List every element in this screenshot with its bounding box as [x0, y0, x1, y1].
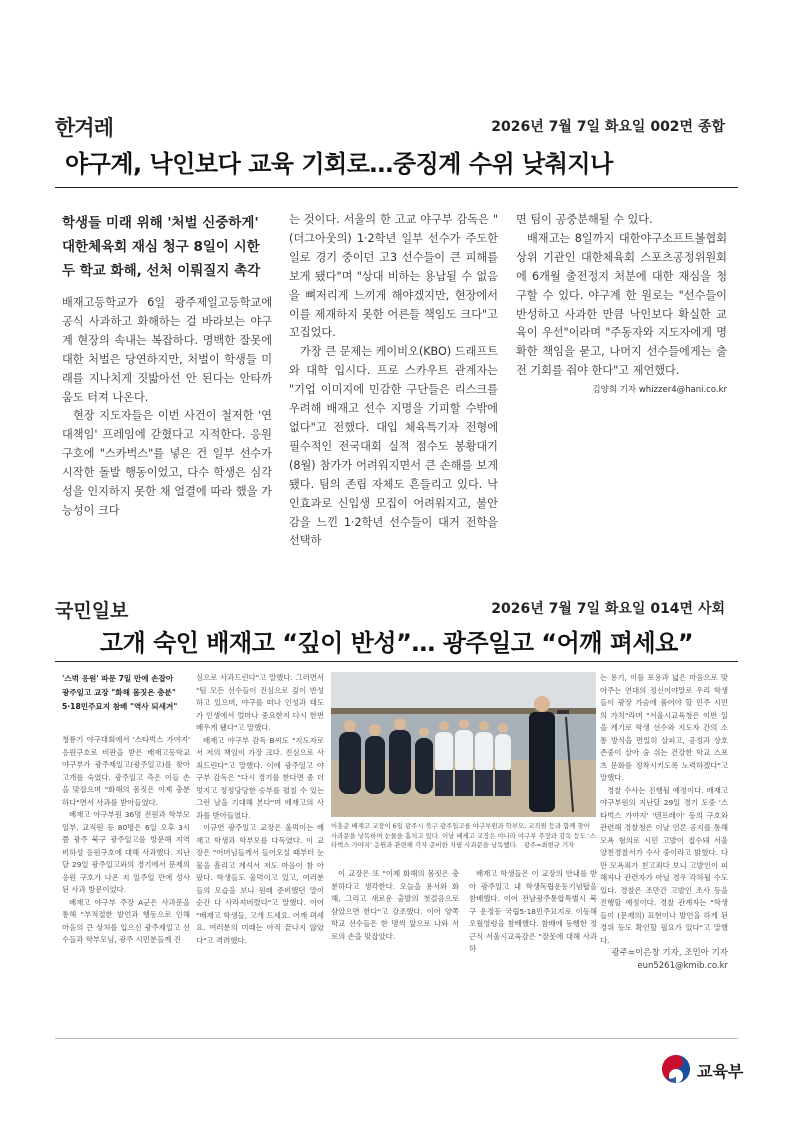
article2-paragraph: 경찰 수사는 진행될 예정이다. 배재고 야구부원의 지난달 29일 경기 도중 '스타벅스 가야지' '텐프레이' 등의 구호와 관련해 경찰청은 이날 언론 공지를 통해 모욕 혐의로 시민 고발이 접수돼 서울 양천경찰서가 수사 중이라고 밝혔다. 다만 모욕죄가 친고죄다 보니 고발인이 피해자나 관련자가 아닐 경우 각하될 수도 있다. 경찰은 조만간 고발인 조사 등을 진행할 예정이다. 경찰 관계자는 "학생들이 (문제의) 표현이나 발언을 하게 된 경위 등도 확인할 필요가 있다"고 말했다.: [600, 785, 728, 945]
article1-subheadlines: [62, 211, 272, 283]
article2-column-1: [62, 734, 190, 947]
article2-paragraph: 청룡기 야구대회에서 '스타벅스 가야지' 응원구호로 비판을 받은 배재고등학교 야구부가 광주제일고(광주일고)를 찾아 고개를 숙였다. 광주일고 측은 이들 손을 맞잡으며 "화해의 몸짓은 이제 충분하다"면서 사과를 받아들였다.: [62, 735, 190, 807]
article2-column-5: [469, 868, 597, 956]
article2-divider: [55, 661, 738, 662]
news-photo-illustration: [331, 672, 596, 817]
news-photo-caption: [331, 822, 596, 851]
article1-byline: 김양희 기자 whizzer4@hani.co.kr: [592, 385, 727, 396]
article1-date-line: 2026년 7월 7일 화요일 002면 종합: [491, 119, 725, 135]
article2-headline: 고개 숙인 배재고 “깊이 반성”… 광주일고 “어깨 펴세요”: [99, 629, 694, 657]
article2-column-6: [600, 672, 728, 972]
article2-column-4: [331, 868, 459, 943]
article1-subheadline: 두 학교 화해, 선처 이뤄질지 촉각: [62, 263, 261, 279]
newspaper-logo-hankyoreh: 한겨레: [55, 116, 113, 140]
article2-paragraph: 심으로 사과드린다"고 말했다. 그러면서 "팀 모든 선수들이 진심으로 깊이 반성하고 있으며, 야구를 떠나 인성과 태도가 인생에서 얼마나 중요한지 다시 한번 배우게 됐다"고 말했다.: [196, 673, 324, 732]
ministry-of-education-emblem-icon: [660, 1054, 692, 1084]
article2-subheadline: 광주일고 교장 "화해 몸짓은 충분": [62, 688, 176, 697]
article1-paragraph: 가장 큰 문제는 케이비오(KBO) 드래프트와 대학 입시다. 프로 스카우트 관계자는 "기업 이미지에 민감한 구단들은 리스크를 우려해 배재고 선수 지명을 기피할 수밖에 없다"고 전했다. 대입 체육특기자 전형에 필수적인 전국대회 실적 점수도 봉황대기(8월) 참가가 어려워지면서 큰 손해를 보게 됐다. 팀의 존립 자체도 흔들리고 있다. 낙인효과로 신입생 모집이 어려워지고, 불안감을 느낀 1·2학년 선수들이 대거 전학을 선택하: [289, 345, 498, 548]
article2-paragraph: 배재고 야구부 주장 A군은 사과문을 통해 "부적절한 발언과 행동으로 인해 마음의 큰 상처를 입으신 광주제일고 선수들과 학부모님, 광주 시민분들께 진: [62, 897, 190, 944]
ministry-label: 교육부: [697, 1062, 744, 1081]
article2-date-line: 2026년 7월 7일 화요일 014면 사회: [491, 601, 725, 617]
article2-byline-email: eun5261@kmib.co.kr: [637, 960, 728, 971]
article1-paragraph: 현장 지도자들은 이번 사건이 철저한 '연대책임' 프레임에 갇혔다고 지적한다. 응원 구호에 "스카벅스"를 넣은 건 일부 선수가 시작한 돌발 행동이었고, 다수 학생은 심각성을 인지하지 못한 채 얼결에 따라 했을 가능성이 크다: [62, 409, 272, 517]
article2-paragraph: 배재고 야구부 감독 B씨도 "지도자로서 저의 책임이 가장 크다. 진심으로 사죄드린다"고 말했다. 이에 광주일고 야구부 감독은 "다시 경기를 한다면 좀 더 멋지고 정정당당한 승부를 펼칠 수 있는 그런 날을 기대해 본다"며 배재고의 사과를 받아들였다.: [196, 735, 324, 820]
newspaper-logo-kukmin: 국민일보: [55, 600, 129, 622]
article2-column-2: [196, 672, 324, 947]
article1-headline: 야구계, 낙인보다 교육 기회로…중징계 수위 낮춰지나: [65, 150, 613, 178]
article1-paragraph: 배재고는 8일까지 대한야구소프트볼협회 상위 기관인 대한체육회 스포츠공정위원회에 6개월 출전정지 처분에 대한 재심을 청구할 수 있다. 야구계 한 원로는 "선수들이 반성하고 사과한 만큼 낙인보다 확실한 교육이 우선"이라며 "주동자와 지도자에게 명확한 책임을 묻고, 나머지 선수들에게는 출전 기회를 줘야 한다"고 제언했다.: [516, 231, 727, 378]
article2-subheadline: 5·18민주묘지 참배 "역사 되새겨": [62, 702, 178, 711]
article1-subheadline: 대한체육회 재심 청구 8일이 시한: [62, 239, 260, 255]
article1-divider: [55, 187, 738, 188]
article1-column-3: [516, 211, 727, 400]
article2-paragraph: 는 용기, 이를 포용과 넓은 마음으로 맞아주는 연대의 정신이야말로 우리 학생들이 광장 가슴에 품어야 할 민주 시민의 가치"라며 "서울시교육청은 이번 일을 계기로 학생 선수와 지도자 간의 소통 방식을 면밀히 살피고, 공정과 상호 존중이 살아 숨 쉬는 건강한 학교 스포츠 문화를 정착시키도록 노력하겠다"고 말했다.: [600, 673, 728, 782]
article2-paragraph: 이 교장은 또 "이제 화해의 몸짓은 충분하다고 생각한다. 오늘을 용서와 화해, 그리고 새로운 출발의 첫걸음으로 삼았으면 한다"고 강조했다. 이어 양쪽 학교 선수들은 한 명씩 앞으로 나와 서로의 손을 맞잡았다.: [331, 869, 459, 941]
article2-subheadline: '스벅 응원' 파문 7일 만에 손잡아: [62, 674, 174, 683]
article2-byline-name: 광주=이은창 기자, 조민아 기자: [611, 948, 728, 958]
article1-paragraph: 배재고등학교가 6일 광주제일고등학교에 공식 사과하고 화해하는 걸 바라보는 야구계 현장의 속내는 복잡하다. 명백한 잘못에 대한 처벌은 당연하지만, 처벌이 학생들 미래를 지나치게 짓밟아선 안 된다는 안타까움도 터져 나온다.: [62, 296, 272, 404]
article2-paragraph: 배재고 야구부원 36명 전원과 학부모 일부, 교직원 등 80명은 6일 오후 3시쯤 광주 북구 광주일고를 방문해 지역 비하성 응원구호에 대해 사과했다. 지난달 29일 광주일고와의 경기에서 문제의 응원 구호가 나온 지 일주일 만에 성사된 사과 방문이었다.: [62, 810, 190, 894]
photo-credit: 광주=최현규 기자: [523, 841, 575, 849]
article2-subheadlines: [62, 672, 190, 714]
article1-column-1: [62, 294, 272, 521]
article2-paragraph: 배재고 학생들은 이 교장의 안내를 받아 광주일고 내 학생독립운동기념탑을 참배했다. 이어 전남광주통합특별시 북구 운정동 국립5·18민주묘지로 이동해 오월영령을 참배했다. 참배에 동행한 정근식 서울시교육감은 "잘못에 대해 사과하: [469, 869, 597, 953]
news-photo: [331, 672, 596, 817]
article1-column-2: [289, 211, 498, 551]
article2-paragraph: 이규연 광주일고 교장은 울먹이는 배재고 학생과 학부모를 다독였다. 이 교장은 "어머님들께서 들어오실 때부터 눈물을 흘리고 계셔서 저도 마음이 참 아팠다. 학생들도 울먹이고 있고, 여러분들의 모습을 보니 원래 준비했던 말이 순간 다 사라져버렸다"고 말했다. 이어 "배재고 학생들, 고개 드세요. 어깨 펴세요. 여러분의 미래는 아직 끝나지 않았다"고 격려했다.: [196, 823, 324, 945]
article1-paragraph: 면 팀이 공중분해될 수 있다.: [516, 213, 653, 226]
article1-paragraph: 는 것이다. 서울의 한 고교 야구부 감독은 "(더그아웃의) 1·2학년 일부 선수가 주도한 일로 경기 중이던 고3 선수들이 큰 피해를 보게 됐다"며 "상대 비하는 용납될 수 없음을 뼈저리게 느끼게 해야겠지만, 현장에서 이를 제재하지 못한 어른들 책임도 크다"고 꼬집었다.: [289, 213, 498, 340]
footer-divider: [55, 1038, 738, 1039]
photo-caption-text: 이홍준 배재고 교장이 6일 광주시 북구 광주일고를 야구부원과 학부모, 교직원 등과 함께 찾아 사과문을 낭독하며 눈물을 훔치고 있다. 이날 배재고 교장은 야니라 야구부 주장과 감독 등도 '스타벅스 가야지' 응원과 관련해 각자 준비한 자필 사과문을 낭독했다.: [331, 822, 596, 849]
article1-subheadline: 학생들 미래 위해 '처벌 신중하게': [62, 215, 259, 231]
